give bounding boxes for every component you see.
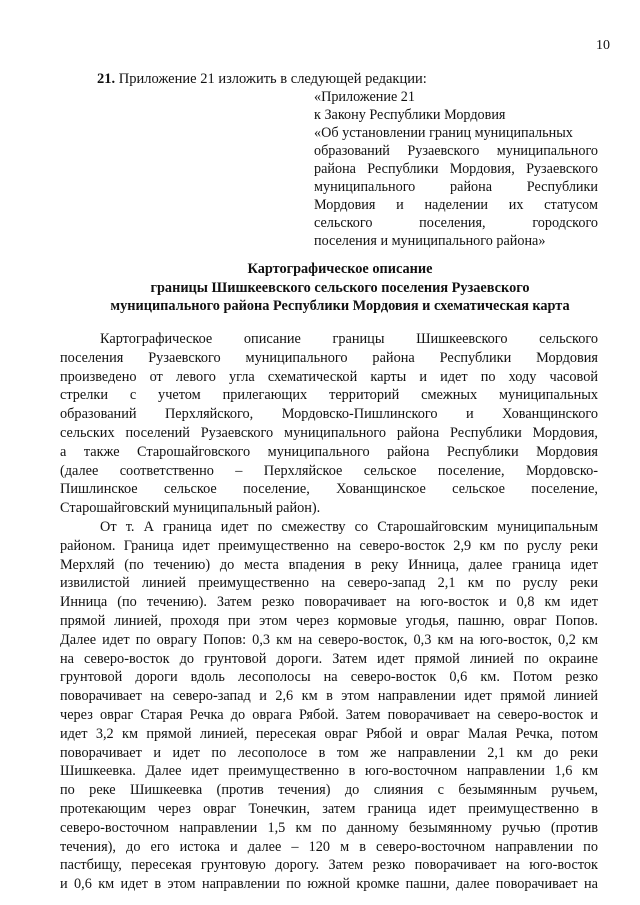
paragraph-line: грунтовой дороги вдоль лесополосы на северо-восток 0,6 км. Потом резко — [60, 669, 598, 686]
paragraph-line: Далее идет по оврагу Попов: 0,3 км на северо-восток, 0,3 км на юго-восток, 0,2 км — [60, 631, 598, 648]
appendix-line: сельского поселения, городского — [314, 215, 598, 231]
paragraph-line: пастбищу, пересекая грунтовую дорогу. Затем резко поворачивает на юго-восток — [60, 857, 598, 874]
body-text — [60, 330, 598, 894]
paragraph-line: поворачивает на северо-запад и 2,6 км в этом направлении идет прямой линией — [60, 688, 598, 705]
paragraph-line: Мерхляй (по течению) до места впадения в реку Инница, далее граница идет — [60, 556, 598, 573]
appendix-line: поселения и муниципального района» — [314, 233, 546, 249]
paragraph-line: (далее соответственно – Перхляйское сельское поселение, Мордовско- — [60, 462, 598, 479]
paragraph-line: на северо-восток до грунтовой дороги. Затем идет прямой линией по окраине — [60, 650, 598, 667]
paragraph-line: районом. Граница идет преимущественно на северо-восток 2,9 км по руслу реки — [60, 537, 598, 554]
appendix-line: образований Рузаевского муниципального — [314, 143, 598, 159]
paragraph-line: Пишлинское сельское поселение, Хованщинское сельское поселение, — [60, 481, 598, 498]
paragraph-line: образований Перхляйского, Мордовско-Пишлинского и Хованщинского — [60, 406, 598, 423]
paragraph-line: протекающим через овраг Тонечкин, затем граница идет преимущественно в — [60, 800, 598, 817]
paragraph-line: через овраг Старая Речка до оврага Рябой. Затем поворачивает на северо-восток и — [60, 706, 598, 723]
appendix-line: к Закону Республики Мордовия — [314, 107, 506, 123]
heading-line: муниципального района Республики Мордовия и схематическая карта — [110, 298, 570, 314]
paragraph-line: От т. А граница идет по смежеству со Старошайговским муниципальным — [100, 518, 598, 535]
paragraph-line: произведено от левого угла схематической карты и идет по ходу часовой — [60, 368, 598, 385]
section-heading — [60, 260, 620, 316]
paragraph-line: а также Старошайговского муниципального района Республики Мордовия — [60, 443, 598, 460]
paragraph-line: извилистой линией преимущественно на северо-запад 2,1 км по руслу реки — [60, 575, 598, 592]
appendix-line: муниципального района Республики — [314, 179, 598, 195]
heading-line: Картографическое описание — [247, 261, 433, 277]
appendix-line: Мордовия и наделении их статусом — [314, 197, 598, 213]
item-text: Приложение 21 изложить в следующей редакции: — [115, 71, 427, 87]
amendment-item — [97, 70, 427, 88]
appendix-line: района Республики Мордовия, Рузаевского — [314, 161, 598, 177]
paragraph-line: поселения Рузаевского муниципального района Республики Мордовия — [60, 349, 598, 366]
paragraph-line: течения), до его истока и далее – 120 м в северо-восточном направлении по — [60, 838, 598, 855]
paragraph-line: и 0,6 км идет в этом направлении по южной кромке пашни, далее поворачивает на — [60, 876, 598, 893]
heading-line: границы Шишкеевского сельского поселения Рузаевского — [150, 279, 530, 296]
paragraph-line: Старошайговский муниципальный район). — [60, 500, 321, 517]
paragraph-line: прямой линией, проходя при этом через кормовые угодья, пашню, овраг Попов. — [60, 612, 598, 629]
paragraph-line: северо-восточном направлении 1,5 км по данному безымянному ручью (против — [60, 819, 598, 836]
paragraph-line: поворачивает и идет по лесополосе в том же направлении 2,1 км до реки — [60, 744, 598, 761]
page-number: 10 — [596, 38, 610, 53]
paragraph-line: стрелки с учетом прилегающих территорий смежных муниципальных — [60, 387, 598, 404]
appendix-line: «Приложение 21 — [314, 89, 415, 105]
paragraph-line: сельских поселений Рузаевского муниципального района Республики Мордовия, — [60, 424, 598, 441]
appendix-line: «Об установлении границ муниципальных — [314, 125, 573, 141]
item-number: 21. — [97, 71, 116, 87]
paragraph-line: Инница (по течению). Затем резко поворачивает на юго-восток и 0,8 км идет — [60, 594, 598, 611]
paragraph-line: идет 3,2 км прямой линией, пересекая овраг Рябой и овраг Малая Речка, потом — [60, 725, 598, 742]
paragraph-line: Шишкеевка. Далее идет преимущественно в юго-восточном направлении 1,6 км — [60, 763, 598, 780]
paragraph-line: по реке Шишкеевка (против течения) до слияния с безымянным ручьем, — [60, 782, 598, 799]
appendix-header-block — [314, 88, 598, 250]
paragraph-line: Картографическое описание границы Шишкеевского сельского — [100, 331, 598, 347]
